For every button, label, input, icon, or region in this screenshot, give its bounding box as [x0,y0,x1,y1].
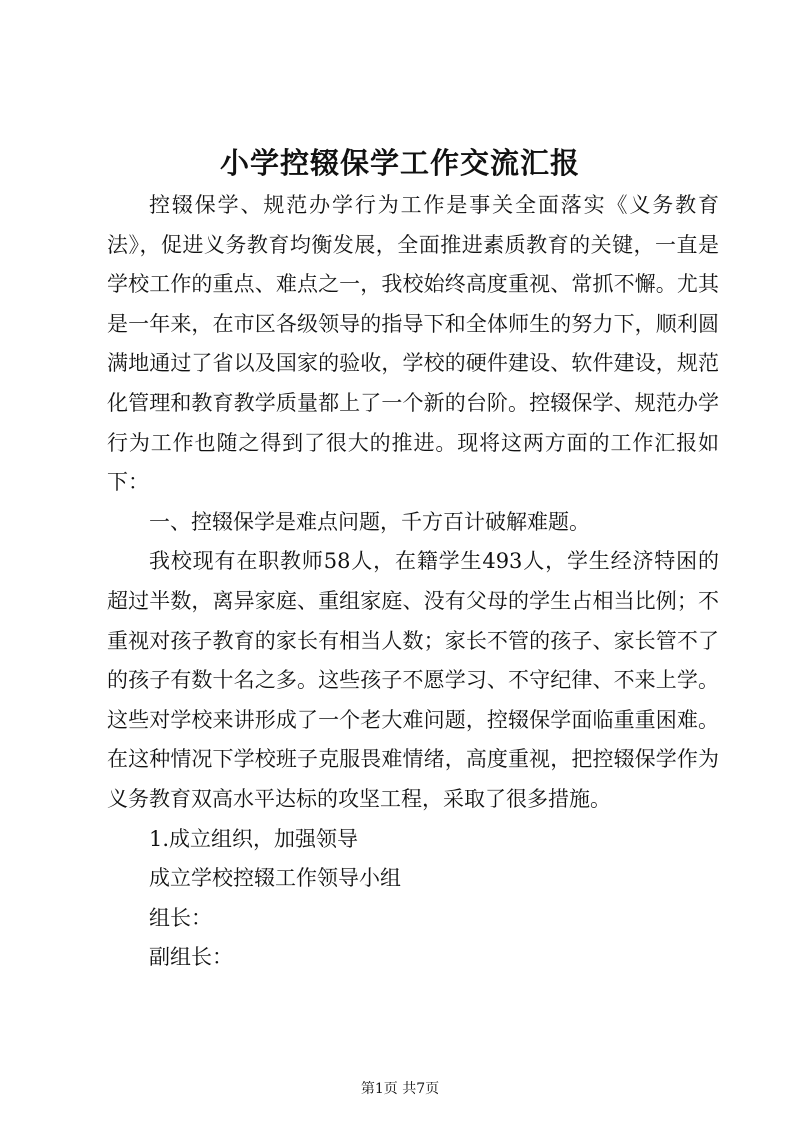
deputy-leader-line: 副组长： [149,945,233,970]
leadership-group-line: 成立学校控辍工作领导小组 [149,866,401,891]
intro-paragraph: 控辍保学、规范办学行为工作是事关全面落实《义务教育法》，促进义务教育均衡发展，全面推进素质教育的关键，一直是学校工作的重点、难点之一，我校始终高度重视、常抓不懈。尤其是一年来，在市区各级领导的指导下和全体师生的努力下，顺利圆满地通过了省以及国家的验收，学校的硬件建设、软件建设，规范化管理和教育教学质量都上了一个新的台阶。控辍保学、规范办学行为工作也随之得到了很大的推进。现将这两方面的工作汇报如下： [107,193,719,495]
page-number-footer: 第1页 共7页 [360,1081,440,1097]
situation-paragraph: 我校现有在职教师58人，在籍学生493人，学生经济特困的超过半数，离异家庭、重组家庭、没有父母的学生占相当比例；不重视对孩子教育的家长有相当人数；家长不管的孩子、家长管不了的孩子有数十名之多。这些孩子不愿学习、不守纪律、不来上学。这些对学校来讲形成了一个老大难问题，控辍保学面临重重困难。在这种情况下学校班子克服畏难情绪，高度重视，把控辍保学作为义务教育双高水平达标的攻坚工程，采取了很多措施。 [107,549,719,811]
document-body [107,186,719,978]
section-heading: 一、控辍保学是难点问题，千方百计破解难题。 [149,509,590,534]
subheading-organization: 1.成立组织，加强领导 [149,826,359,851]
document-title: 小学控辍保学工作交流汇报 [219,146,580,180]
group-leader-line: 组长： [149,905,212,930]
